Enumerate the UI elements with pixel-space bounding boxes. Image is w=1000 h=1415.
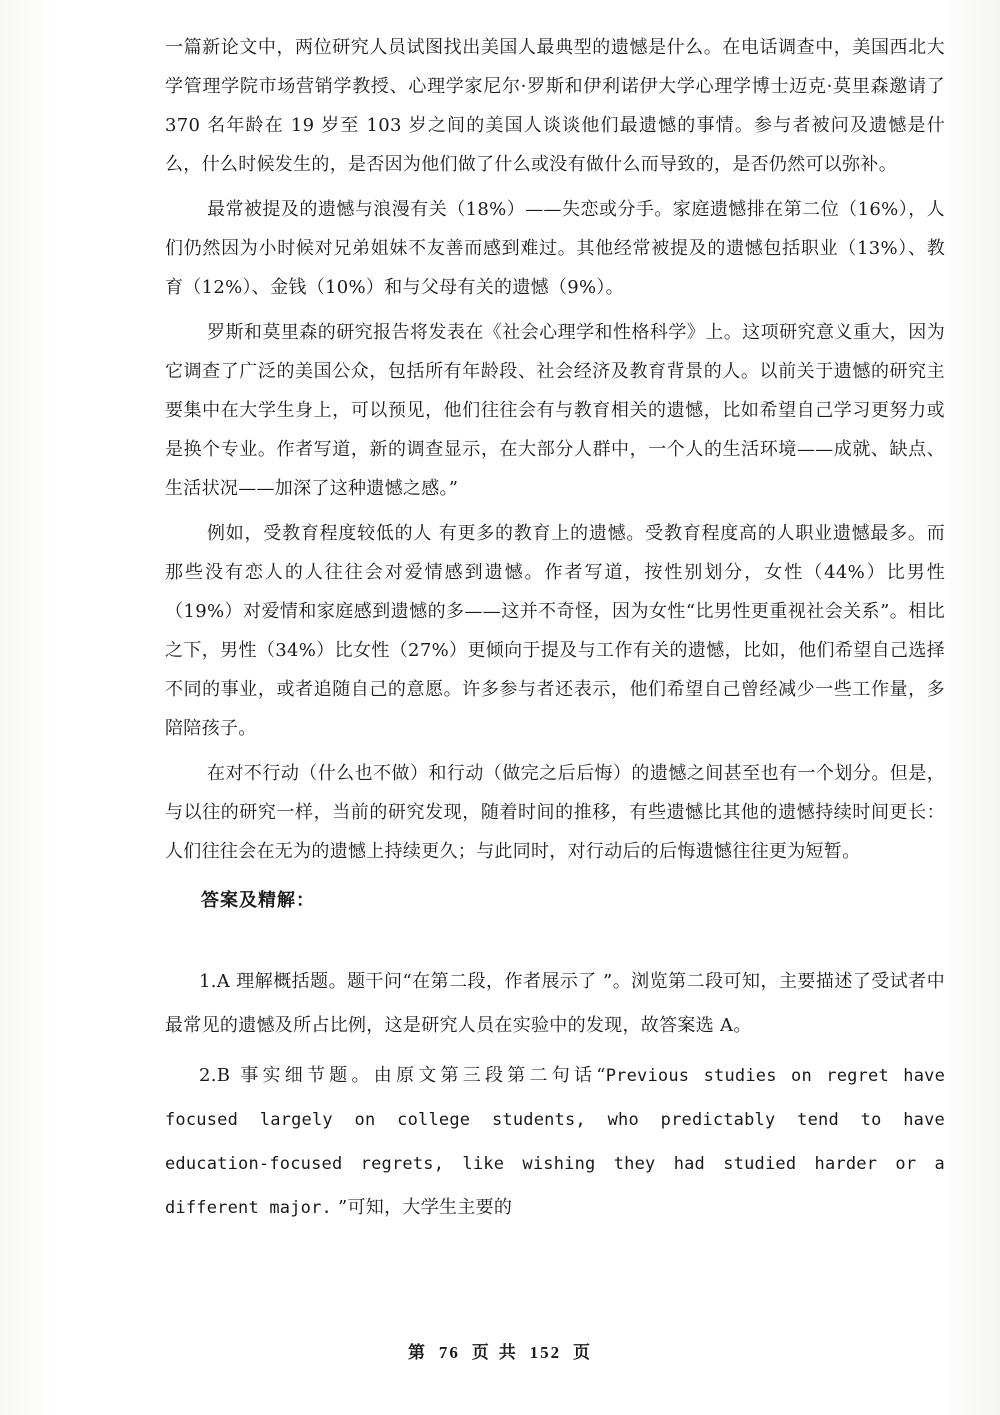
footer-suffix: 页 [573,1343,593,1363]
answers-heading: 答案及精解： [201,890,315,911]
footer-middle: 页 共 [471,1343,518,1363]
paragraph-2: 最常被提及的遗憾与浪漫有关（18%）——失恋或分手。家庭遗憾排在第二位（16%），人们仍然因为小时候对兄弟姐妹不友善而感到难过。其他经常被提及的遗憾包括职业（13%）、教育（12%）、金钱（10%）和与父母有关的遗憾（9%）。 [165,199,945,298]
paragraph-4: 例如，受教育程度较低的人 有更多的教育上的遗憾。受教育程度高的人职业遗憾最多。而那些没有恋人的人往往会对爱情感到遗憾。作者写道，按性别划分，女性（44%）比男性（19%）对爱情和家庭感到遗憾的多——这并不奇怪，因为女性“比男性更重视社会关系”。相比之下，男性（34%）比女性（27%）更倾向于提及与工作有关的遗憾，比如，他们希望自己选择不同的事业，或者追随自己的意愿。许多参与者还表示，他们希望自己曾经减少一些工作量，多陪陪孩子。 [165,523,945,739]
paragraph-3: 罗斯和莫里森的研究报告将发表在《社会心理学和性格科学》上。这项研究意义重大，因为它调查了广泛的美国公众，包括所有年龄段、社会经济及教育背景的人。以前关于遗憾的研究主要集中在大学生身上，可以预见，他们往往会有与教育相关的遗憾，比如希望自己学习更努力或是换个专业。作者写道，新的调查显示，在大部分人群中，一个人的生活环境——成就、缺点、生活状况——加深了这种遗憾之感。” [165,322,945,499]
answer-1: 1.A 理解概括题。题干问“在第二段，作者展示了 ”。浏览第二段可知，主要描述了受试者中最常见的遗憾及所占比例，这是研究人员在实验中的发现，故答案选 A。 [165,971,945,1036]
footer-prefix: 第 [407,1343,427,1363]
answer-2-prefix: 2.B 事实细节题。由原文第三段第二句话“ [199,1065,606,1086]
answer-2 [165,1054,945,1230]
page-number: 76 [438,1343,460,1362]
answer-2-suffix: ”可知，大学生主要的 [331,1197,513,1218]
page-footer [0,1338,1000,1363]
paragraph-5: 在对不行动（什么也不做）和行动（做完之后后悔）的遗憾之间甚至也有一个划分。但是，与以往的研究一样，当前的研究发现，随着时间的推移，有些遗憾比其他的遗憾持续时间更长：人们往往会在无为的遗憾上持续更久；与此同时，对行动后的后悔遗憾往往更为短暂。 [165,763,945,862]
paragraph-1: 一篇新论文中，两位研究人员试图找出美国人最典型的遗憾是什么。在电话调查中，美国西北大学管理学院市场营销学教授、心理学家尼尔·罗斯和伊利诺伊大学心理学博士迈克·莫里森邀请了 370 名年龄在 19 岁至 103 岁之间的美国人谈谈他们最遗憾的事情。参与者被问及遗憾是什么，什么时候发生的，是否因为他们做了什么或没有做什么而导致的，是否仍然可以弥补。 [165,37,945,175]
total-pages: 152 [529,1343,562,1362]
answer-2-quote: Previous studies on regret have focused largely on college students, who predictably tend to have education-focused regrets, like wishing they had studied harder or a different major. [165,1066,946,1218]
document-body [165,28,945,1236]
